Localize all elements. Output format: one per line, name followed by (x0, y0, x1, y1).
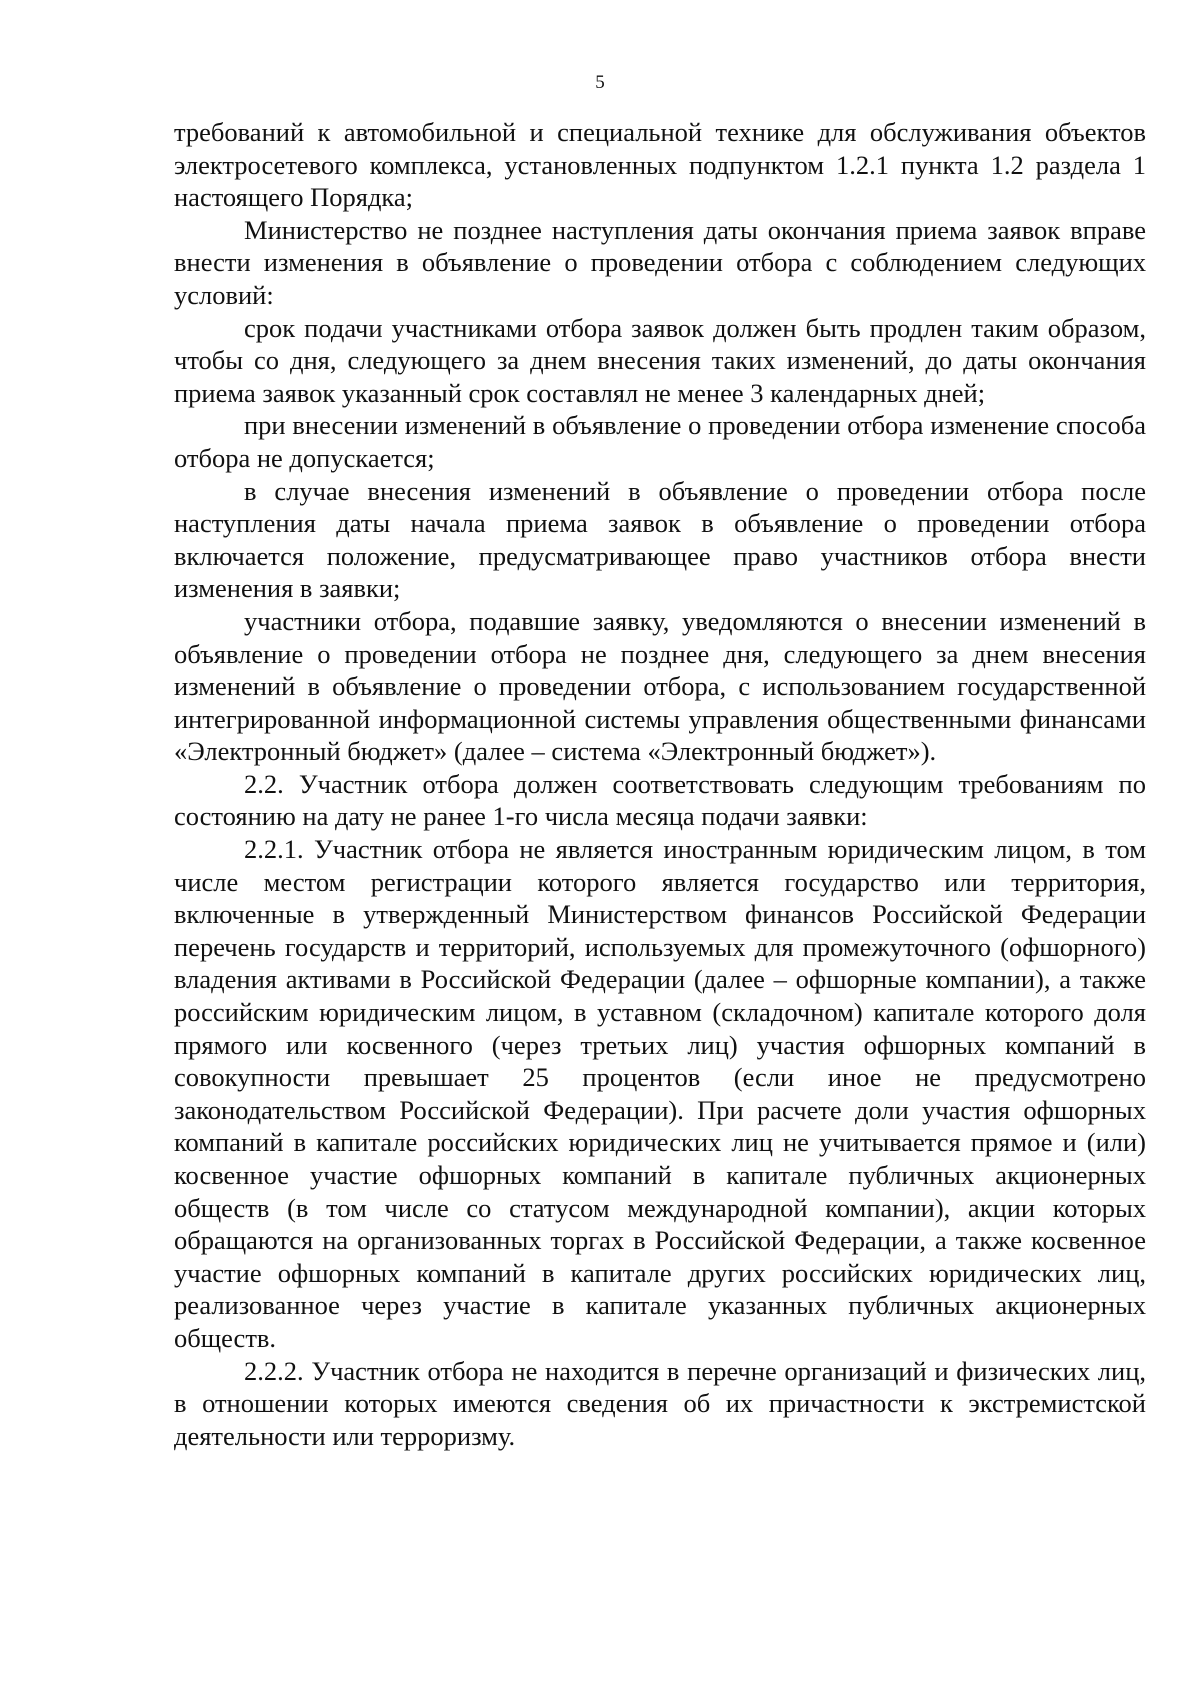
section-2-2-1-paragraph: 2.2.1. Участник отбора не является иностранным юридическим лицом, в том числе местом регистрации которого является государство или территория, включенные в утвержденный Министерством финансов Российской Федерации перечень государств и территорий, используемых для промежуточного (офшорного) владения активами в Российской Федерации (далее – офшорные компании), а также российским юридическим лицом, в уставном (складочном) капитале которого доля прямого или косвенного (через третьих лиц) участия офшорных компаний в совокупности превышает 25 процентов (если иное не предусмотрено законодательством Российской Федерации). При расчете доли участия офшорных компаний в капитале российских юридических лиц не учитывается прямое и (или) косвенное участие офшорных компаний в капитале публичных акционерных обществ (в том числе со статусом международной компании), акции которых обращаются на организованных торгах в Российской Федерации, а также косвенное участие офшорных компаний в капитале других российских юридических лиц, реализованное через участие в капитале указанных публичных акционерных обществ. (174, 834, 1146, 1353)
page-number: 5 (595, 72, 605, 93)
paragraph-continuation: требований к автомобильной и специальной технике для обслуживания объектов электросетевого комплекса, установленных подпунктом 1.2.1 пункта 1.2 раздела 1 настоящего Порядка; (174, 117, 1146, 213)
paragraph: участники отбора, подавшие заявку, уведомляются о внесении изменений в объявление о проведении отбора не позднее дня, следующего за днем внесения изменений в объявление о проведении отбора, с использованием государственной интегрированной информационной системы управления общественными финансами «Электронный бюджет» (далее – система «Электронный бюджет»). (174, 605, 1146, 767)
paragraph: при внесении изменений в объявление о проведении отбора изменение способа отбора не допускается; (174, 410, 1146, 473)
section-2-2-2-paragraph: 2.2.2. Участник отбора не находится в перечне организаций и физических лиц, в отношении которых имеются сведения об их причастности к экстремистской деятельности или терроризму. (174, 1355, 1146, 1451)
paragraph: Министерство не позднее наступления даты окончания приема заявок вправе внести изменения в объявление о проведении отбора с соблюдением следующих условий: (174, 214, 1146, 310)
paragraph: в случае внесения изменений в объявление о проведении отбора после наступления даты начала приема заявок в объявление о проведении отбора включается положение, предусматривающее право участников отбора внести изменения в заявки; (174, 475, 1146, 604)
document-body (174, 116, 1146, 1452)
section-2-2-paragraph: 2.2. Участник отбора должен соответствовать следующим требованиям по состоянию на дату не ранее 1-го числа месяца подачи заявки: (174, 768, 1146, 832)
paragraph: срок подачи участниками отбора заявок должен быть продлен таким образом, чтобы со дня, следующего за днем внесения таких изменений, до даты окончания приема заявок указанный срок составлял не менее 3 календарных дней; (174, 312, 1146, 408)
